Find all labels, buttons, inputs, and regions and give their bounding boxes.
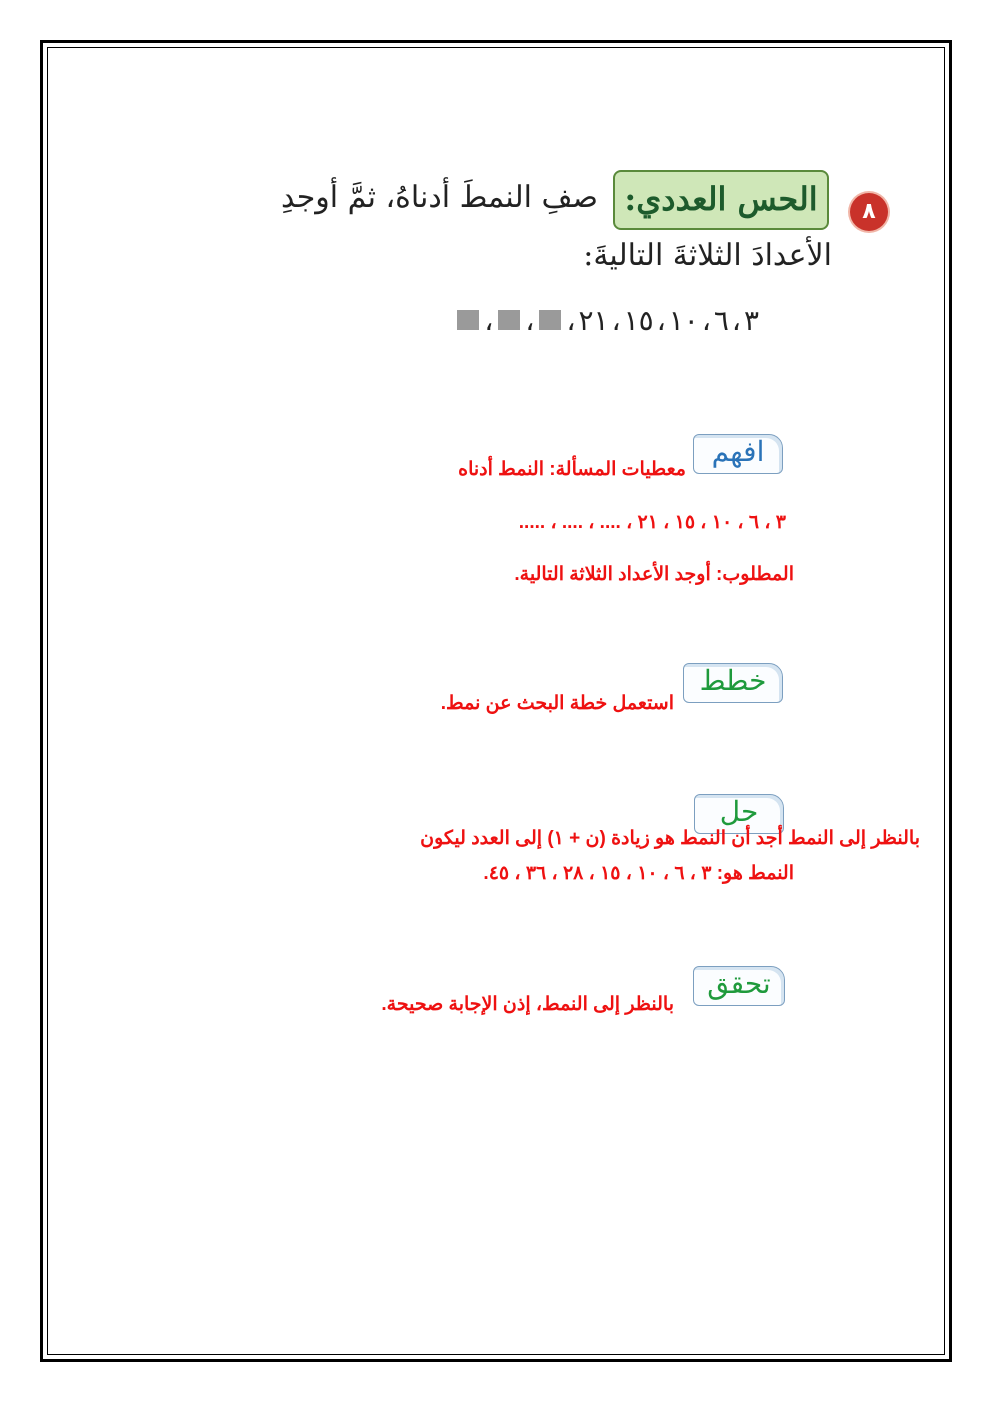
required-line: المطلوب: أوجد الأعداد الثلاثة التالية. xyxy=(514,564,794,585)
sequence-blank xyxy=(539,310,561,330)
problem-number-badge: ٨ xyxy=(850,193,888,231)
step-label-solve: حل xyxy=(694,794,784,834)
step-label-plan: خطط xyxy=(683,663,783,703)
sequence-term: ٣ xyxy=(743,303,759,337)
step-label-understand: افهم xyxy=(693,434,783,474)
sequence-term: ١٥ xyxy=(623,303,654,337)
problem-title: الحس العددي: xyxy=(613,170,829,230)
question-line-1: صفِ النمطَ أدناهُ، ثمَّ أوجدِ xyxy=(280,180,598,215)
number-sequence: ٣ ، ٦ ، ١٠ ، ١٥ ، ٢١ ، ، ، xyxy=(380,300,760,340)
question-line-2: الأعدادَ الثلاثةَ التاليةَ: xyxy=(583,238,832,273)
solve-line-1: بالنظر إلى النمط أجد أن النمط هو زيادة (ن + ١) إلى العدد ليكون xyxy=(420,828,920,849)
solve-line-2: النمط هو: ٣ ، ٦ ، ١٠ ، ١٥ ، ٢٨ ، ٣٦ ، ٤٥. xyxy=(483,863,794,884)
plan-text: استعمل خطة البحث عن نمط. xyxy=(440,693,674,714)
sequence-term: ٦ xyxy=(713,303,729,337)
sequence-blank xyxy=(457,310,479,330)
given-line-1: معطيات المسألة: النمط أدناه xyxy=(458,459,686,480)
check-text: بالنظر إلى النمط، إذن الإجابة صحيحة. xyxy=(381,994,674,1015)
sequence-term: ٢١ xyxy=(578,303,609,337)
step-label-check: تحقق xyxy=(693,966,785,1006)
given-line-2: ٣ ، ٦ ، ١٠ ، ١٥ ، ٢١ ، .... ، .... ، ..... xyxy=(518,512,786,533)
sequence-term: ١٠ xyxy=(668,303,699,337)
sequence-blank xyxy=(498,310,520,330)
